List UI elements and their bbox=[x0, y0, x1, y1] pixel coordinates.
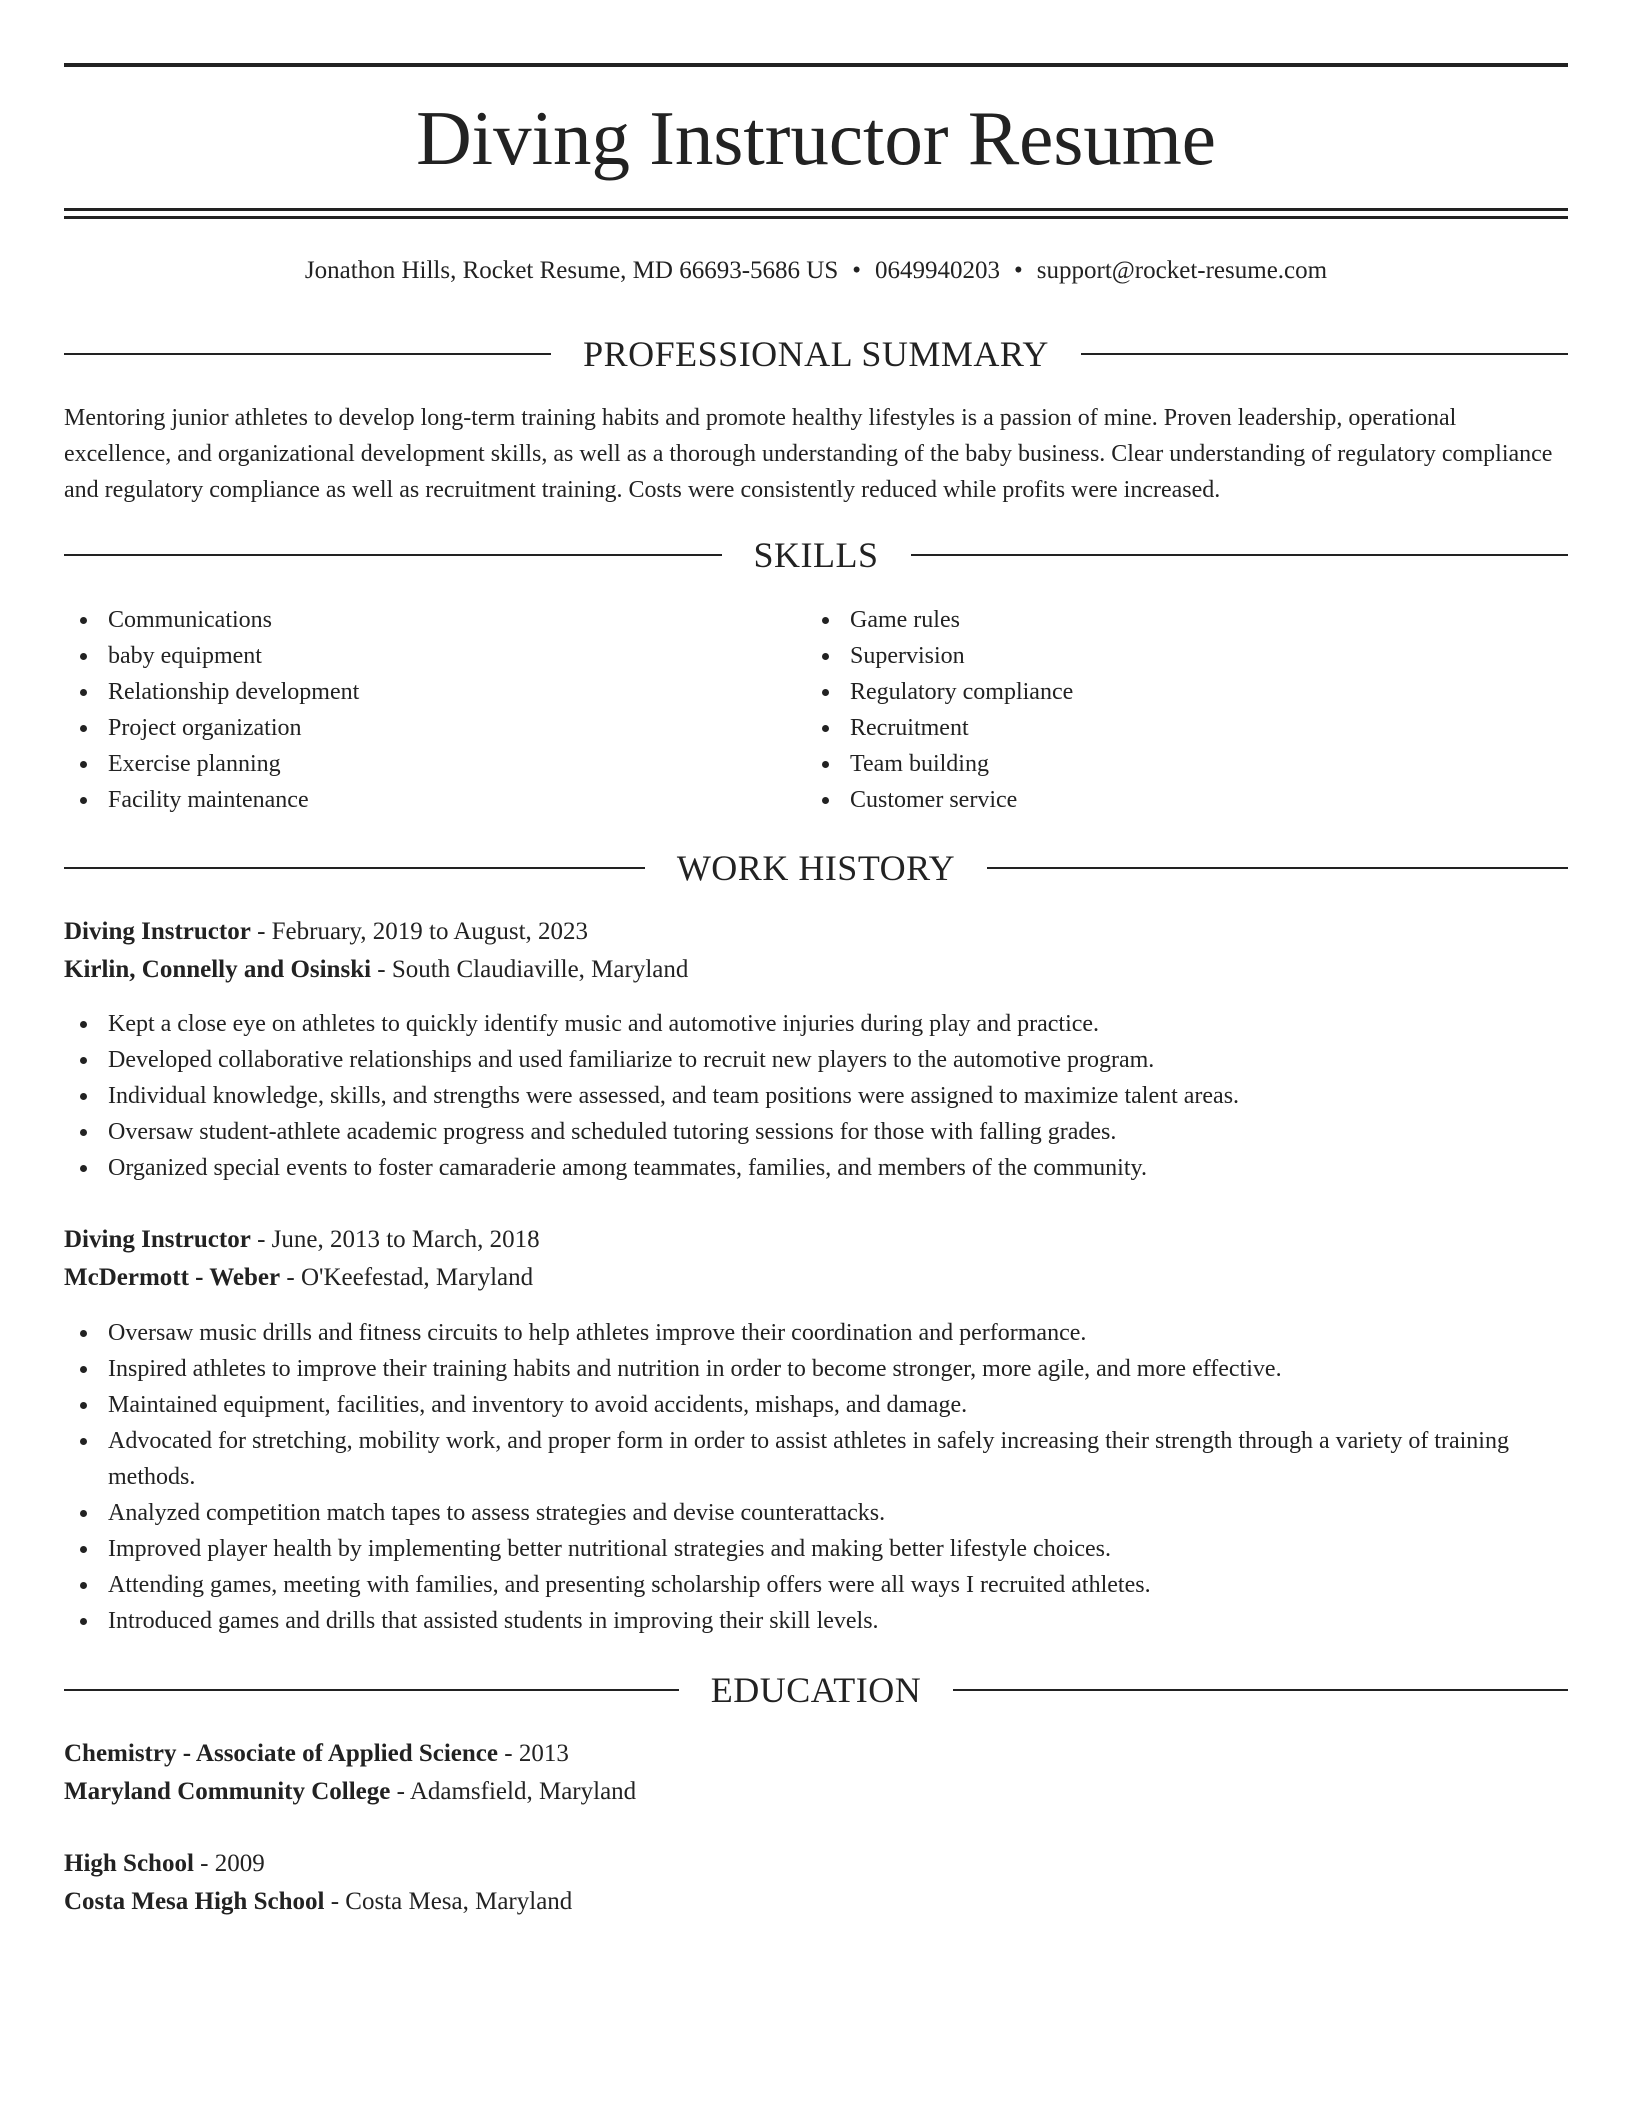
job-duty-item: Organized special events to foster camaraderie among teammates, families, and members of the community. bbox=[64, 1150, 1568, 1186]
skill-item: Game rules bbox=[806, 602, 1506, 638]
education-location: Costa Mesa, Maryland bbox=[345, 1888, 573, 1915]
work-heading bbox=[64, 846, 1568, 890]
education-degree: Chemistry - Associate of Applied Science bbox=[64, 1740, 498, 1767]
skill-item: Communications bbox=[64, 602, 764, 638]
education-location: Adamsfield, Maryland bbox=[409, 1778, 637, 1805]
job-duty-item: Kept a close eye on athletes to quickly identify music and automotive injuries during play and practice. bbox=[64, 1006, 1568, 1042]
education-year: 2013 bbox=[518, 1740, 569, 1767]
job-duty-item: Oversaw music drills and fitness circuits to help athletes improve their coordination and performance. bbox=[64, 1315, 1568, 1351]
education-degree: High School bbox=[64, 1850, 194, 1877]
job-duty-item: Introduced games and drills that assisted students in improving their skill levels. bbox=[64, 1603, 1568, 1639]
skills-list-right bbox=[806, 602, 1506, 818]
job-duty-item: Improved player health by implementing better nutritional strategies and making better lifestyle choices. bbox=[64, 1531, 1568, 1567]
education-heading-label: EDUCATION bbox=[710, 1670, 922, 1710]
job-company-line: McDermott - Weber - O'Keefestad, Maryland bbox=[64, 1264, 534, 1291]
contact-email: support@rocket-resume.com bbox=[1036, 257, 1328, 284]
skill-item: Team building bbox=[806, 746, 1506, 782]
education-school: Costa Mesa High School bbox=[64, 1888, 325, 1915]
job-location: O'Keefestad, Maryland bbox=[300, 1264, 534, 1291]
skill-item: baby equipment bbox=[64, 638, 764, 674]
education-school-line: Maryland Community College - Adamsfield, Maryland bbox=[64, 1778, 637, 1805]
skill-item: Exercise planning bbox=[64, 746, 764, 782]
heading-rule bbox=[1081, 353, 1568, 355]
education-school: Maryland Community College bbox=[64, 1778, 391, 1805]
job-duty-item: Individual knowledge, skills, and strengths were assessed, and team positions were assigned to maximize talent areas. bbox=[64, 1078, 1568, 1114]
job-duty-item: Attending games, meeting with families, and presenting scholarship offers were all ways I recruited athletes. bbox=[64, 1567, 1568, 1603]
job-dates: June, 2013 to March, 2018 bbox=[271, 1226, 540, 1253]
job-title-line: Diving Instructor - June, 2013 to March, 2018 bbox=[64, 1226, 540, 1253]
skills-heading-label: SKILLS bbox=[753, 535, 879, 575]
summary-heading bbox=[64, 332, 1568, 376]
job-duty-item: Inspired athletes to improve their training habits and nutrition in order to become stronger, more agile, and more effective. bbox=[64, 1351, 1568, 1387]
skill-item: Regulatory compliance bbox=[806, 674, 1506, 710]
contact-phone: 0649940203 bbox=[875, 257, 1001, 284]
heading-rule bbox=[987, 867, 1568, 869]
job-location: South Claudiaville, Maryland bbox=[391, 956, 689, 983]
contact-separator: • bbox=[1014, 257, 1023, 284]
job-duty-item: Oversaw student-athlete academic progress and scheduled tutoring sessions for those with falling grades. bbox=[64, 1114, 1568, 1150]
job-title: Diving Instructor bbox=[64, 1226, 251, 1253]
education-degree-line: High School - 2009 bbox=[64, 1850, 265, 1877]
contact-separator: • bbox=[852, 257, 862, 284]
skill-item: Facility maintenance bbox=[64, 782, 764, 818]
education-year: 2009 bbox=[214, 1850, 265, 1877]
education-heading bbox=[64, 1668, 1568, 1712]
heading-rule bbox=[64, 1689, 679, 1691]
education-degree-line: Chemistry - Associate of Applied Science - 2013 bbox=[64, 1740, 569, 1767]
top-rule bbox=[64, 63, 1568, 67]
skill-item: Supervision bbox=[806, 638, 1506, 674]
work-heading-label: WORK HISTORY bbox=[676, 848, 956, 888]
job-duty-item: Advocated for stretching, mobility work, and proper form in order to assist athletes in safely increasing their strength through a variety of training methods. bbox=[64, 1423, 1568, 1495]
job-duty-item: Analyzed competition match tapes to assess strategies and devise counterattacks. bbox=[64, 1495, 1568, 1531]
heading-rule bbox=[953, 1689, 1568, 1691]
page-title: Diving Instructor Resume bbox=[416, 95, 1216, 181]
contact-line bbox=[64, 254, 1568, 288]
job-duty-item: Developed collaborative relationships and used familiarize to recruit new players to the automotive program. bbox=[64, 1042, 1568, 1078]
job-company-line: Kirlin, Connelly and Osinski - South Claudiaville, Maryland bbox=[64, 956, 689, 983]
summary-heading-label: PROFESSIONAL SUMMARY bbox=[583, 334, 1049, 374]
job-company: Kirlin, Connelly and Osinski bbox=[64, 956, 372, 983]
skill-item: Customer service bbox=[806, 782, 1506, 818]
education-school-line: Costa Mesa High School - Costa Mesa, Maryland bbox=[64, 1888, 573, 1915]
contact-address: Jonathon Hills, Rocket Resume, MD 66693-5686 US bbox=[304, 257, 839, 284]
job-title: Diving Instructor bbox=[64, 918, 251, 945]
skill-item: Recruitment bbox=[806, 710, 1506, 746]
job-duty-item: Maintained equipment, facilities, and inventory to avoid accidents, mishaps, and damage. bbox=[64, 1387, 1568, 1423]
job-company: McDermott - Weber bbox=[64, 1264, 281, 1291]
skill-item: Project organization bbox=[64, 710, 764, 746]
summary-text: Mentoring junior athletes to develop long-term training habits and promote healthy lifestyles is a passion of mine. Proven leadership, operational excellence, and organizational development skills, as well as a thorough understanding of the baby business. Clear understanding of regulatory compliance and regulatory compliance as well as recruitment training. Costs were consistently reduced while profits were increased. bbox=[64, 405, 1553, 503]
skills-heading bbox=[64, 533, 1568, 577]
skill-item: Relationship development bbox=[64, 674, 764, 710]
job-dates: February, 2019 to August, 2023 bbox=[271, 918, 589, 945]
heading-rule bbox=[911, 554, 1569, 556]
skills-list-left bbox=[64, 602, 764, 818]
heading-rule bbox=[64, 867, 645, 869]
job-title-line: Diving Instructor - February, 2019 to August, 2023 bbox=[64, 918, 589, 945]
job-duties-list bbox=[64, 1006, 1568, 1186]
heading-rule bbox=[64, 353, 551, 355]
heading-rule bbox=[64, 554, 722, 556]
job-duties-list bbox=[64, 1315, 1568, 1639]
title-rule-upper bbox=[64, 208, 1568, 211]
title-rule-lower bbox=[64, 216, 1568, 219]
